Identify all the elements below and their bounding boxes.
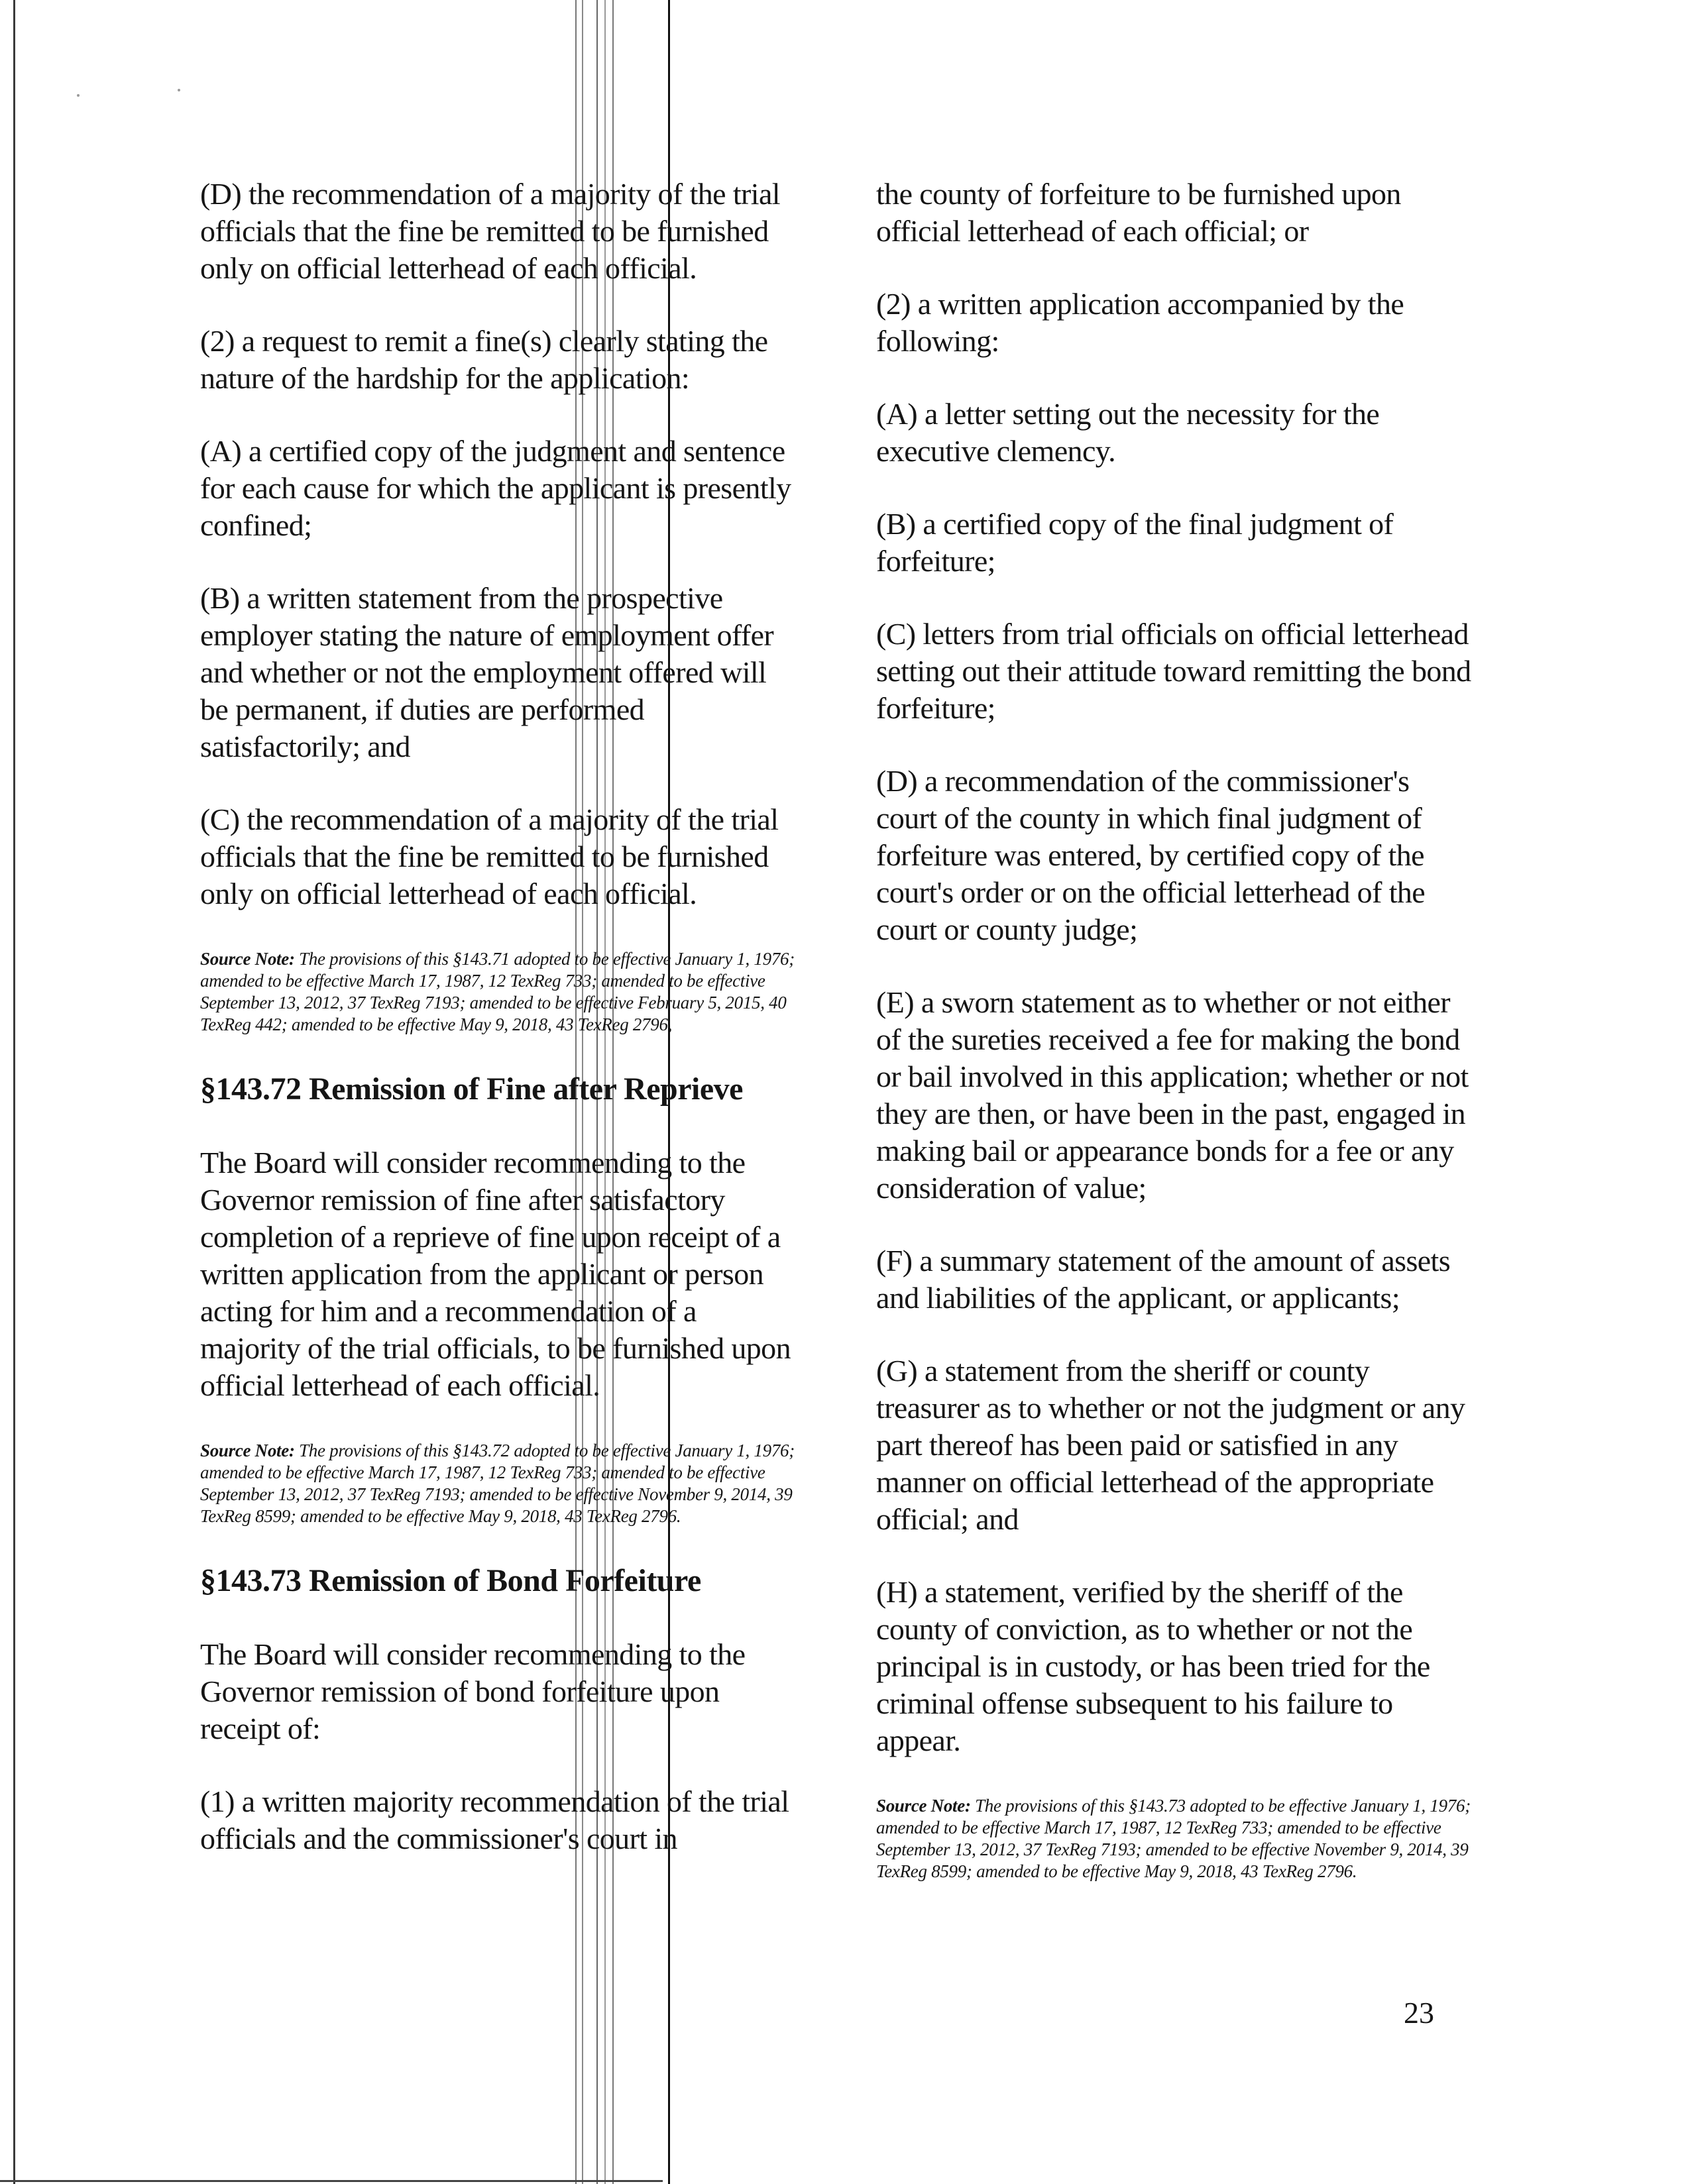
paragraph: (E) a sworn statement as to whether or not either of the sureties received a fee for making the bond or bail involved in this application; whether or not they are then, or have been in the past, engaged in making bail or appearance bonds for a fee or any consideration of value; [876,985,1469,1205]
page-number: 23 [1404,1996,1434,2030]
paragraph: The Board will consider recommending to the Governor remission of fine after satisfactory completion of a reprieve of fine upon receipt of a written application from the applicant or person acting for him and a recommendation of a majority of the trial officials, to be furnished upon official letterhead of each official. [200,1146,791,1402]
paragraph: (C) the recommendation of a majority of the trial officials that the fine be remitted to be furnished only on official letterhead of each official. [200,802,779,910]
paragraph: (D) the recommendation of a majority of the trial officials that the fine be remitted to be furnished only on official letterhead of each official. [200,177,780,285]
paragraph: The Board will consider recommending to the Governor remission of bond forfeiture upon receipt of: [200,1637,746,1745]
scan-speck [77,94,80,97]
scan-speck [178,89,180,91]
source-note [200,948,797,1036]
paragraph: (H) a statement, verified by the sheriff of the county of conviction, as to whether or not the principal is in custody, or has been tried for the criminal offense subsequent to his failure to appear. [876,1575,1430,1757]
left-column [200,176,797,1893]
source-note-label: Source Note: [876,1796,971,1816]
source-note [876,1795,1473,1883]
paragraph: (D) a recommendation of the commissioner's court of the county in which final judgment of forfeiture was entered, by certified copy of the court's order or on the official letterhead of the court or county judge; [876,764,1426,946]
source-note-text: The provisions of this §143.71 adopted to be effective January 1, 1976; amended to be effective March 17, 1987, 12 TexReg 733; amended to be effective September 13, 2012, 37 TexReg 7193; amended to be effective February 5, 2015, 40 TexReg 442; amended to be effective May 9, 2018, 43 TexReg 2796, [200,949,795,1034]
source-note [200,1440,797,1527]
paragraph: (A) a letter setting out the necessity for the executive clemency. [876,397,1380,468]
paragraph: (G) a statement from the sheriff or county treasurer as to whether or not the judgment or any part thereof has been paid or satisfied in any manner on official letterhead of the appropriate official; and [876,1354,1465,1536]
section-heading: §143.73 Remission of Bond Forfeiture [200,1563,701,1598]
right-column [876,176,1473,1917]
paragraph: the county of forfeiture to be furnished upon official letterhead of each official; or [876,177,1401,248]
paragraph: (F) a summary statement of the amount of assets and liabilities of the applicant, or applicants; [876,1244,1451,1315]
section-heading: §143.72 Remission of Fine after Reprieve [200,1071,743,1107]
source-note-text: The provisions of this §143.72 adopted to be effective January 1, 1976; amended to be effective March 17, 1987, 12 TexReg 733; amended to be effective September 13, 2012, 37 TexReg 7193; amended to be effective November 9, 2014, 39 TexReg 8599; amended to be effective May 9, 2018, 43 TexReg 2796. [200,1441,795,1526]
paragraph: (2) a written application accompanied by the following: [876,287,1404,358]
source-note-label: Source Note: [200,1441,295,1460]
paragraph: (B) a written statement from the prospective employer stating the nature of employment offer and whether or not the employment offered will be permanent, if duties are performed satisfactorily; and [200,581,774,763]
paragraph: (2) a request to remit a fine(s) clearly stating the nature of the hardship for the application: [200,324,768,395]
paragraph: (1) a written majority recommendation of the trial officials and the commissioner's court in [200,1784,789,1855]
scan-artifact-line [13,0,15,2184]
paragraph: (A) a certified copy of the judgment and sentence for each cause for which the applicant is presently confined; [200,434,791,542]
source-note-text: The provisions of this §143.73 adopted to be effective January 1, 1976; amended to be effective March 17, 1987, 12 TexReg 733; amended to be effective September 13, 2012, 37 TexReg 7193; amended to be effective November 9, 2014, 39 TexReg 8599; amended to be effective May 9, 2018, 43 TexReg 2796. [876,1796,1471,1881]
paragraph: (C) letters from trial officials on official letterhead setting out their attitude toward remitting the bond forfeiture; [876,617,1471,725]
source-note-label: Source Note: [200,949,295,969]
paragraph: (B) a certified copy of the final judgment of forfeiture; [876,507,1394,578]
scan-artifact-line [0,2180,663,2182]
